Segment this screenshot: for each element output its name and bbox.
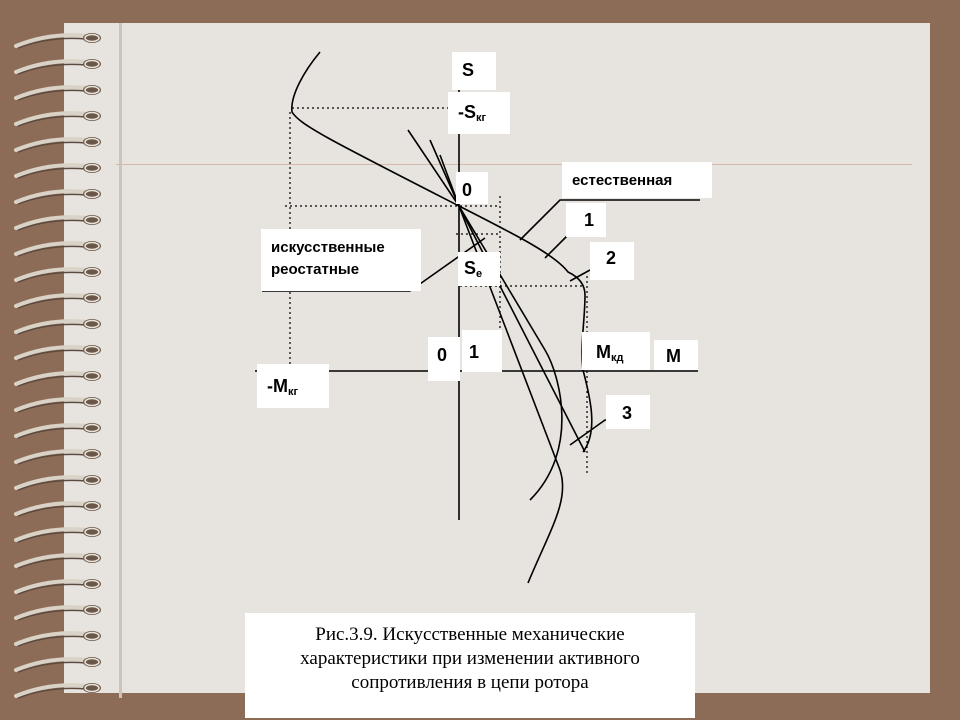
figure-caption xyxy=(245,613,695,718)
caption-line-3: сопротивления в цепи ротора xyxy=(351,672,589,693)
curve1-label: 1 xyxy=(566,203,606,237)
natural-label: естественная xyxy=(562,162,712,198)
zero-top-label: 0 xyxy=(456,172,488,204)
m-kd-label: $М_{кд}$ xyxy=(582,332,650,370)
s-e-label: $S_е$ xyxy=(458,252,500,286)
caption-line-2: характеристики при изменении активного xyxy=(300,648,640,669)
curve3-label: 3 xyxy=(606,395,650,429)
s-kg-label: $-S_{кг}$ xyxy=(448,92,510,134)
one-bottom-label: 1 xyxy=(462,330,502,372)
s-axis-label: S xyxy=(452,52,496,90)
curve2-label: 2 xyxy=(590,242,634,280)
artificial-rheostat-label: искусственные реостатные xyxy=(261,229,421,291)
caption-line-1: Рис.3.9. Искусственные механические xyxy=(315,624,625,645)
artificial-characteristic-1-curve xyxy=(408,130,585,452)
m-kg-label: $-М_{кг}$ xyxy=(257,364,329,408)
natural-label-pointer xyxy=(520,200,700,240)
curve1-pointer xyxy=(545,235,568,258)
artificial-characteristic-2-curve xyxy=(430,140,562,500)
m-axis-label: М xyxy=(654,340,698,370)
zero-bottom-label: 0 xyxy=(428,337,460,381)
